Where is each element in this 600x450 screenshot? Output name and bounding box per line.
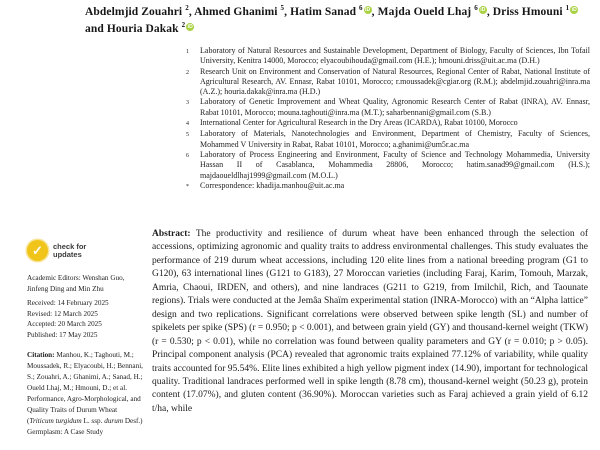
author-name: Majda Oueld Lhaj $^6$ iD, xyxy=(377,4,493,18)
author-name: Ahmed Ghanimi $^5$, xyxy=(194,4,291,18)
orcid-icon[interactable]: iD xyxy=(187,24,193,30)
orcid-icon[interactable]: iD xyxy=(365,7,371,13)
author-name: Hatim Sanad $^6$ iD, xyxy=(290,4,378,18)
author-list xyxy=(85,4,592,38)
orcid-icon[interactable]: iD xyxy=(480,7,486,13)
affiliation-text: Laboratory of Natural Resources and Sustainable Development, Department of Biology, Faculty of Sciences, Ibn Tofail University, Kenitra 14000, Morocco; elyacoubihouda@gmail.com (H.E.); hmouni.driss@uit.ac.ma (D.H.) xyxy=(200,46,590,66)
left-margin-column xyxy=(27,240,144,445)
author-name: Abdelmjid Zouahri $^2$, xyxy=(85,4,195,18)
affiliation-text: International Center for Agricultural Research in the Dry Areas (ICARDA), Rabat 10100, Morocco xyxy=(200,118,518,128)
citation-text: L. ssp. xyxy=(81,416,105,425)
affiliation-marker: 6 xyxy=(186,152,189,159)
citation-text: Manhou, K.; Taghouti, M.; Moussadek, R.; Elyacoubi, H.; Bennani, S.; Zouahri, A.; Ghanimi, A.; Sanad, H.; Oueld Lhaj, M.; Hmouni, D.; et al. Performance, Agro-Morphological, and Quality Traits of Durum Wheat ( xyxy=(27,350,143,425)
affiliation-item xyxy=(186,97,590,118)
check-for-updates-badge[interactable] xyxy=(27,240,107,261)
date-row: Published: 17 May 2025 xyxy=(27,330,98,339)
affiliation-text: Correspondence: khadija.manhou@uit.ac.ma xyxy=(200,180,345,190)
affiliation-marker: * xyxy=(186,183,189,190)
affiliation-text: Research Unit on Environment and Conservation of Natural Resources, Regional Center of Rabat, National Institute of Agricultural Research, AV. Ennasr, Rabat 10101, Morocco; r.moussadek@cgiar.org (R.M.); abdelmjid.zouahri@inra.ma (A.Z.); houria.dakak@inra.ma (H.D.) xyxy=(200,66,590,97)
affiliation-item xyxy=(186,67,590,98)
affiliation-marker: 5 xyxy=(186,132,189,139)
abstract-label: Abstract: xyxy=(152,229,191,239)
affiliation-marker: 2 xyxy=(186,69,189,76)
affiliation-marker: 3 xyxy=(186,100,189,107)
affiliation-text: Laboratory of Materials, Nanotechnologies and Environment, Department of Chemistry, Faculty of Sciences, Mohammed V University in Rabat, Rabat 10101, Morocco; a.ghanimi@um5r.ac.ma xyxy=(200,129,590,149)
affiliation-item xyxy=(186,150,590,181)
abstract-text: The productivity and resilience of durum wheat have been enhanced through the selection of accessions, optimizing agronomic and quality traits to address environmental challenges. This study evaluates the performance of 219 durum wheat accessions, including 120 elite lines from a national breeding program (G1 to G120), 63 international lines (G121 to G183), 27 Moroccan varieties (including Faraj, Karim, Tomouh, Marzak, Amria, Chaoui, IRDEN, and others), and nine landraces (G211 to G219, from Imilchil, Rich, and Taounate regions). Trials were conducted at the Jemâa Shaïm experimental station (INRA-Morocco) with an “Alpha lattice” design and two replications. Significant correlations were observed between spike length (SL) and number of spikelets per spike (SPS) (r = 0.950; p < 0.001), and between grain yield (GY) and thousand-kernel weight (TKW) (r = 0.530; p < 0.01), while no correlation was found between quality parameters and GY (r = 0.010; p > 0.05). Principal component analysis (PCA) revealed that agronomic traits explained 77.12% of variability, while quality traits accounted for 95.54%. Elite lines exhibited a high yellow pigment index (14.90), important for technological quality. Traditional landraces performed well in spike length (8.78 cm), thousand-kernel weight (50.23 g), protein content (17.07%), and gluten content (36.90%). Moroccan varieties such as Faraj achieved a grain yield of 6.12 t/ha, while xyxy=(152,229,588,414)
affiliation-item xyxy=(186,129,590,150)
affiliation-text: Laboratory of Genetic Improvement and Wheat Quality, Agronomic Research Center of Rabat (INRA), AV. Ennasr, Rabat 10101, Morocco; mouna.taghouti@inra.ma (M.T.); saharbennani@gmail.com (S.B.) xyxy=(200,97,590,117)
date-row: Accepted: 20 March 2025 xyxy=(27,320,102,329)
author-name: and Houria Dakak $^2$ iD xyxy=(85,21,193,35)
check-icon: ✓ xyxy=(27,240,48,261)
abstract xyxy=(152,228,588,416)
academic-editors: Academic Editors: Wenshan Guo, Jinfeng Ding and Min Zhu xyxy=(27,274,125,293)
affiliation-item xyxy=(186,181,590,192)
citation-text: Triticum turgidum xyxy=(29,416,82,425)
affiliation-item xyxy=(186,118,590,129)
citation-block xyxy=(27,350,144,438)
orcid-icon[interactable]: iD xyxy=(571,7,577,13)
affiliation-text: Laboratory of Process Engineering and Environment, Faculty of Science and Technology Mohammedia, University Hassan II of Casablanca, Mohammedia 28806, Morocco; hatim.sanad99@gmail.com (H.S.); majdaoueldlhaj1999@gmail.com (M.O.L.) xyxy=(200,149,590,180)
citation-text: durum xyxy=(104,416,124,425)
date-row: Revised: 12 March 2025 xyxy=(27,309,98,318)
affiliation-list xyxy=(186,46,590,192)
author-name: Driss Hmouni $^1$ iD xyxy=(492,4,577,18)
affiliation-marker: 4 xyxy=(186,121,189,128)
citation-text: Citation: xyxy=(27,350,57,359)
check-for-updates-label: check for updates xyxy=(53,241,87,259)
review-dates xyxy=(27,298,144,340)
citation-text: Desf.) Germplasm: A Case Study xyxy=(27,416,143,436)
affiliation-item xyxy=(186,46,590,67)
date-row: Received: 14 February 2025 xyxy=(27,299,109,308)
affiliation-marker: 1 xyxy=(186,49,189,55)
